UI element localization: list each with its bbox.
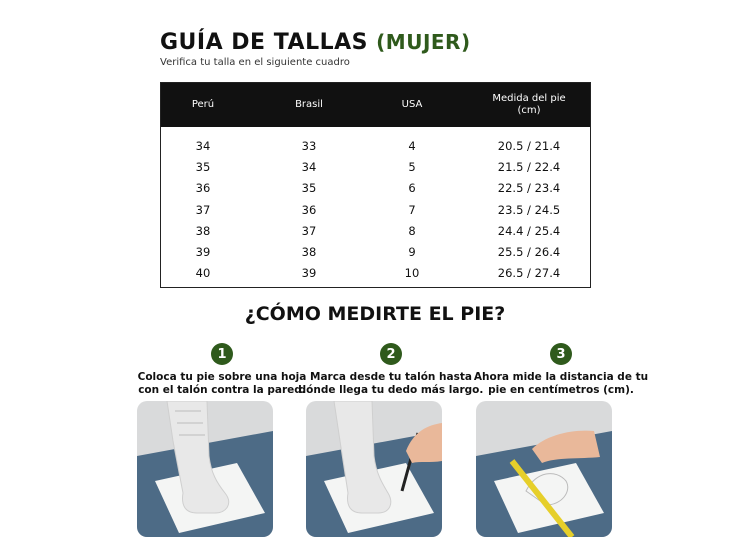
page-title-accent: (MUJER) — [376, 30, 471, 54]
cell-peru: 35 — [195, 159, 211, 174]
cell-foot-length: 22.5 / 23.4 — [497, 181, 561, 196]
cell-foot-length: 25.5 / 26.4 — [497, 245, 561, 260]
cell-foot-length: 21.5 / 22.4 — [497, 159, 561, 174]
page-title-main: GUÍA DE TALLAS — [160, 30, 368, 55]
cell-usa: 9 — [408, 245, 416, 260]
cell-peru: 36 — [195, 181, 211, 196]
table-row — [161, 135, 590, 156]
cell-foot-length: 23.5 / 24.5 — [497, 202, 561, 217]
step-3-photo — [476, 401, 612, 537]
size-table-header — [161, 83, 590, 127]
table-row — [161, 156, 590, 177]
cell-brasil: 33 — [301, 138, 317, 153]
cell-peru: 40 — [195, 266, 211, 281]
cell-usa: 6 — [408, 181, 416, 196]
cell-brasil: 37 — [301, 223, 317, 238]
page-title — [160, 30, 471, 55]
cell-brasil: 34 — [301, 159, 317, 174]
cell-peru: 34 — [195, 138, 211, 153]
cell-brasil: 38 — [301, 245, 317, 260]
cell-brasil: 39 — [301, 266, 317, 281]
how-to-measure-title: ¿CÓMO MEDIRTE EL PIE? — [244, 303, 506, 325]
step-instruction: Coloca tu pie sobre una hoja con el talón contra la pared. — [137, 371, 307, 396]
cell-usa: 5 — [408, 159, 416, 174]
header-cell-peru: Perú — [191, 99, 215, 110]
cell-usa: 7 — [408, 202, 416, 217]
step-number-badge: 2 — [380, 343, 402, 365]
header-cell-foot-length — [467, 83, 591, 127]
step-instruction: Marca desde tu talón hasta dónde llega tu dedo más largo. — [298, 371, 484, 396]
step-2-photo — [306, 401, 442, 537]
cell-brasil: 36 — [301, 202, 317, 217]
step-number-badge: 1 — [211, 343, 233, 365]
cell-peru: 37 — [195, 202, 211, 217]
marking-foot-illustration — [306, 401, 442, 537]
cell-foot-length: 24.4 / 25.4 — [497, 223, 561, 238]
cell-peru: 38 — [195, 223, 211, 238]
size-table — [160, 82, 591, 288]
step-1-photo — [137, 401, 273, 537]
cell-peru: 39 — [195, 245, 211, 260]
header-cell-usa: USA — [401, 99, 423, 110]
table-row — [161, 199, 590, 220]
header-cell-brasil: Brasil — [295, 99, 323, 110]
page-subtitle: Verifica tu talla en el siguiente cuadro — [160, 57, 350, 68]
cell-usa: 8 — [408, 223, 416, 238]
table-row — [161, 220, 590, 241]
foot-on-paper-illustration — [137, 401, 273, 537]
table-row — [161, 241, 590, 262]
step-number-badge: 3 — [550, 343, 572, 365]
header-cell-foot-length-label: Medida del pie (cm) — [492, 93, 566, 116]
cell-foot-length: 20.5 / 21.4 — [497, 138, 561, 153]
cell-usa: 4 — [408, 138, 416, 153]
step-instruction: Ahora mide la distancia de tu pie en centímetros (cm). — [473, 371, 649, 396]
size-table-body — [161, 135, 590, 284]
table-row — [161, 178, 590, 199]
table-row — [161, 263, 590, 284]
cell-usa: 10 — [404, 266, 420, 281]
measuring-tape-illustration — [476, 401, 612, 537]
cell-foot-length: 26.5 / 27.4 — [497, 266, 561, 281]
cell-brasil: 35 — [301, 181, 317, 196]
